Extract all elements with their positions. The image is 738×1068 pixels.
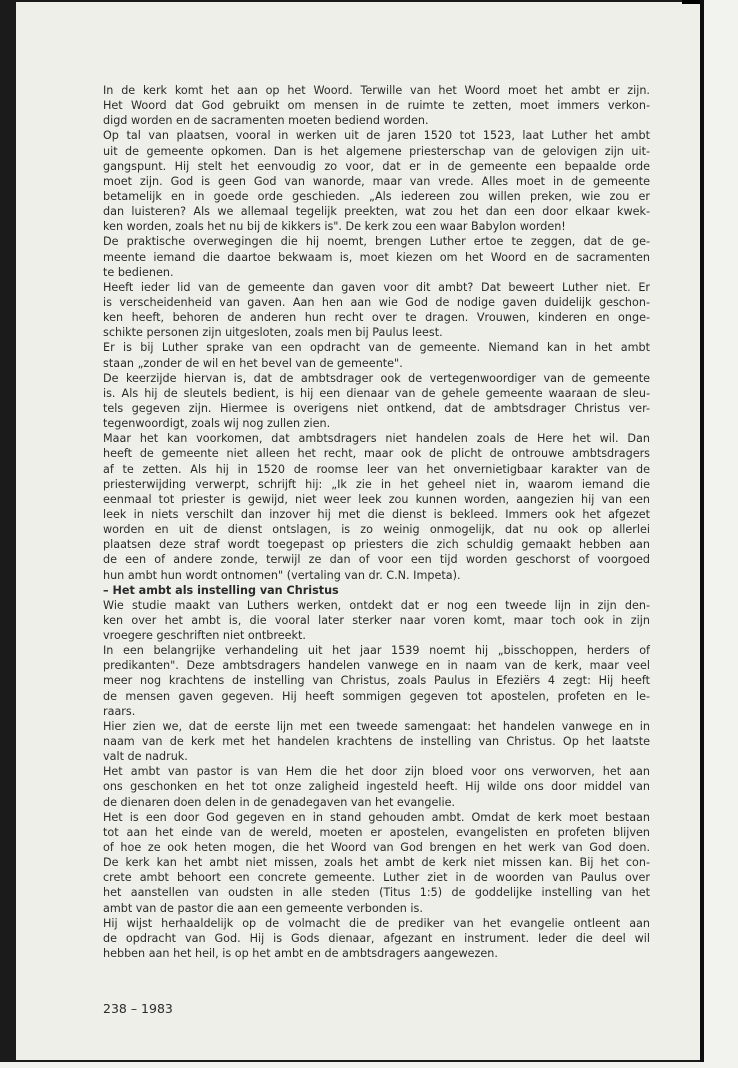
text-line: is. Als hij de sleutels bedient, is hij een dienaar van de gehele gemeente waaraan de sleu- <box>103 386 650 400</box>
text-line: schikte personen zijn uitgesloten, zoals men bij Paulus leest. <box>103 326 443 340</box>
text-line: heeft de gemeente niet alleen het recht, maar ook de plicht de ontrouwe ambtsdragers <box>103 447 650 461</box>
text-line: hun ambt hun wordt ontnomen" (vertaling van dr. C.N. Impeta). <box>103 568 461 582</box>
text-line: leek in niets verschilt dan inzover hij met die dienst is bekleed. Immers ook het afgezet <box>103 507 650 521</box>
text-line: In de kerk komt het aan op het Woord. Terwille van het Woord moet het ambt er zijn. <box>103 84 650 97</box>
text-line: eenmaal tot priester is gewijd, niet weer leek zou kunnen worden, aangezien hij van een <box>103 492 650 506</box>
scan-margin-right <box>704 0 738 1068</box>
text-line: raars. <box>103 704 136 718</box>
text-line: Heeft ieder lid van de gemeente dan gaven voor dit ambt? Dat beweert Luther niet. Er <box>103 280 650 294</box>
text-line: af te zetten. Als hij in 1520 de roomse leer van het onvernietigbaar karakter van de <box>103 462 650 476</box>
body-text <box>103 83 650 961</box>
text-line: Hier zien we, dat de eerste lijn met een tweede samengaat: het handelen vanwege en in <box>103 719 650 733</box>
text-line: gangspunt. Hij stelt het eenvoudig zo voor, dat er in de gemeente een bepaalde orde <box>103 159 650 173</box>
text-line: predikanten". Deze ambtsdragers handelen vanwege en in naam van de kerk, maar veel <box>103 659 650 673</box>
text-line: Er is bij Luther sprake van een opdracht van de gemeente. Niemand kan in het ambt <box>103 341 650 355</box>
text-line: valt de nadruk. <box>103 750 188 764</box>
text-line: te bedienen. <box>103 265 174 279</box>
text-line: priesterwijding verwerpt, schrijft hij: „Ik zie in het geheel niet in, waarom iemand die <box>103 477 650 491</box>
text-line: Het is een door God gegeven en in stand gehouden ambt. Omdat de kerk moet bestaan <box>103 810 650 824</box>
text-line: Hij wijst herhaaldelijk op de volmacht die de prediker van het evangelie ontleent aan <box>103 916 650 930</box>
text-line: De keerzijde hiervan is, dat de ambtsdrager ook de vertegenwoordiger van de gemeente <box>103 371 650 385</box>
text-line: De praktische overwegingen die hij noemt, brengen Luther ertoe te zeggen, dat de ge- <box>103 235 650 249</box>
text-line: plaatsen deze straf wordt toegepast op priesters die zich schuldig gemaakt hebben aan <box>103 538 650 552</box>
text-line: tegenwoordigt, zoals wij nog zullen zien. <box>103 417 331 431</box>
text-line: de opdracht van God. Hij is Gods dienaar, afgezant en instrument. Ieder die deel wil <box>103 931 650 945</box>
text-line: of hoe ze ook heten mogen, die het Woord van God brengen en het werk van God doen. <box>103 841 650 855</box>
text-line: naam van de kerk met het handelen krachtens de instelling van Christus. Op het laatste <box>103 735 650 749</box>
text-line: Op tal van plaatsen, vooral in werken uit de jaren 1520 tot 1523, laat Luther het ambt <box>103 129 650 143</box>
text-line: ons geschonken en het tot onze zaligheid ingesteld heeft. Hij wilde ons door middel van <box>103 780 650 794</box>
text-line: de mensen gaven gegeven. Hij heeft sommigen gegeven tot apostelen, profeten en le- <box>103 689 650 703</box>
text-line: moet zijn. God is geen God van wanorde, maar van vrede. Alles moet in de gemeente <box>103 174 650 188</box>
text-line: de een of andere zonde, terwijl ze dan of voor een tijd worden geschorst of voorgoed <box>103 553 650 567</box>
text-line: Het Woord dat God gebruikt om mensen in de ruimte te zetten, moet immers verkon- <box>103 99 650 113</box>
text-line: ken worden, zoals het nu bij de kikkers is". De kerk zou een waar Babylon worden! <box>103 220 566 234</box>
page-number: 238 – 1983 <box>103 1001 173 1016</box>
text-line: staan „zonder de wil en het bevel van de gemeente". <box>103 356 403 370</box>
text-line: de dienaren doen delen in de genadegaven van het evangelie. <box>103 795 456 809</box>
text-line: De kerk kan het ambt niet missen, zoals het ambt de kerk niet missen kan. Bij het con- <box>103 856 650 870</box>
text-line: is verscheidenheid van gaven. Aan hen aan wie God de nodige gaven duidelijk geschon- <box>103 295 650 309</box>
text-line: Wie studie maakt van Luthers werken, ontdekt dat er nog een tweede lijn in zijn den- <box>103 598 650 612</box>
text-line: tels gegeven zijn. Hiermee is overigens niet ontkend, dat de ambtsdrager Christus ver- <box>103 401 650 415</box>
text-line: ken over het ambt is, die vooral later sterker naar voren komt, maar toch ook in zijn <box>103 613 650 627</box>
text-line: In een belangrijke verhandeling uit het jaar 1539 noemt hij „bisschoppen, herders of <box>103 644 650 658</box>
text-line: ken heeft, behoren de anderen hun recht over te dragen. Vrouwen, kinderen en onge- <box>103 311 650 325</box>
text-line: worden en uit de dienst ontslagen, is zo weinig onmogelijk, dat nu ook op allerlei <box>103 523 650 537</box>
text-line: dan luisteren? Als we allemaal tegelijk preekten, wat zou het dan een door elkaar kwek- <box>103 205 650 219</box>
text-line: uit de gemeente opkomen. Dan is het algemene priesterschap van de gelovigen zijn uit- <box>103 144 650 158</box>
text-line: Maar het kan voorkomen, dat ambtsdragers niet handelen zoals de Here het wil. Dan <box>103 432 650 446</box>
text-line: tot aan het einde van de wereld, moeten er apostelen, evangelisten en profeten blijven <box>103 825 650 839</box>
text-line: digd worden en de sacramenten moeten bediend worden. <box>103 114 429 128</box>
text-line: ambt van de pastor die aan een gemeente verbonden is. <box>103 901 423 915</box>
text-line: meer nog krachtens de instelling van Christus, zoals Paulus in Efeziërs 4 zegt: Hij heeft <box>103 674 650 688</box>
text-line: het aanstellen van oudsten in alle steden (Titus 1:5) de goddelijke instelling van het <box>103 886 650 900</box>
text-line: betamelijk en in goede orde geschieden. „Als iedereen zou willen preken, wie zou er <box>103 189 650 203</box>
text-line: crete ambt behoort een concrete gemeente. Luther ziet in de woorden van Paulus over <box>103 871 650 885</box>
scan-margin-bottom <box>0 1062 738 1068</box>
text-line: meente iemand die daartoe bekwaam is, moet kiezen om het Woord en de sacramenten <box>103 250 650 264</box>
scan-mark <box>682 0 700 4</box>
text-line: hebben aan het heil, is op het ambt en de ambtsdragers aangewezen. <box>103 947 498 961</box>
text-line: Het ambt van pastor is van Hem die het door zijn bloed voor ons verworven, het aan <box>103 765 650 779</box>
section-heading: – Het ambt als instelling van Christus <box>103 583 339 597</box>
text-line: vroegere geschriften niet ontbreekt. <box>103 629 306 643</box>
